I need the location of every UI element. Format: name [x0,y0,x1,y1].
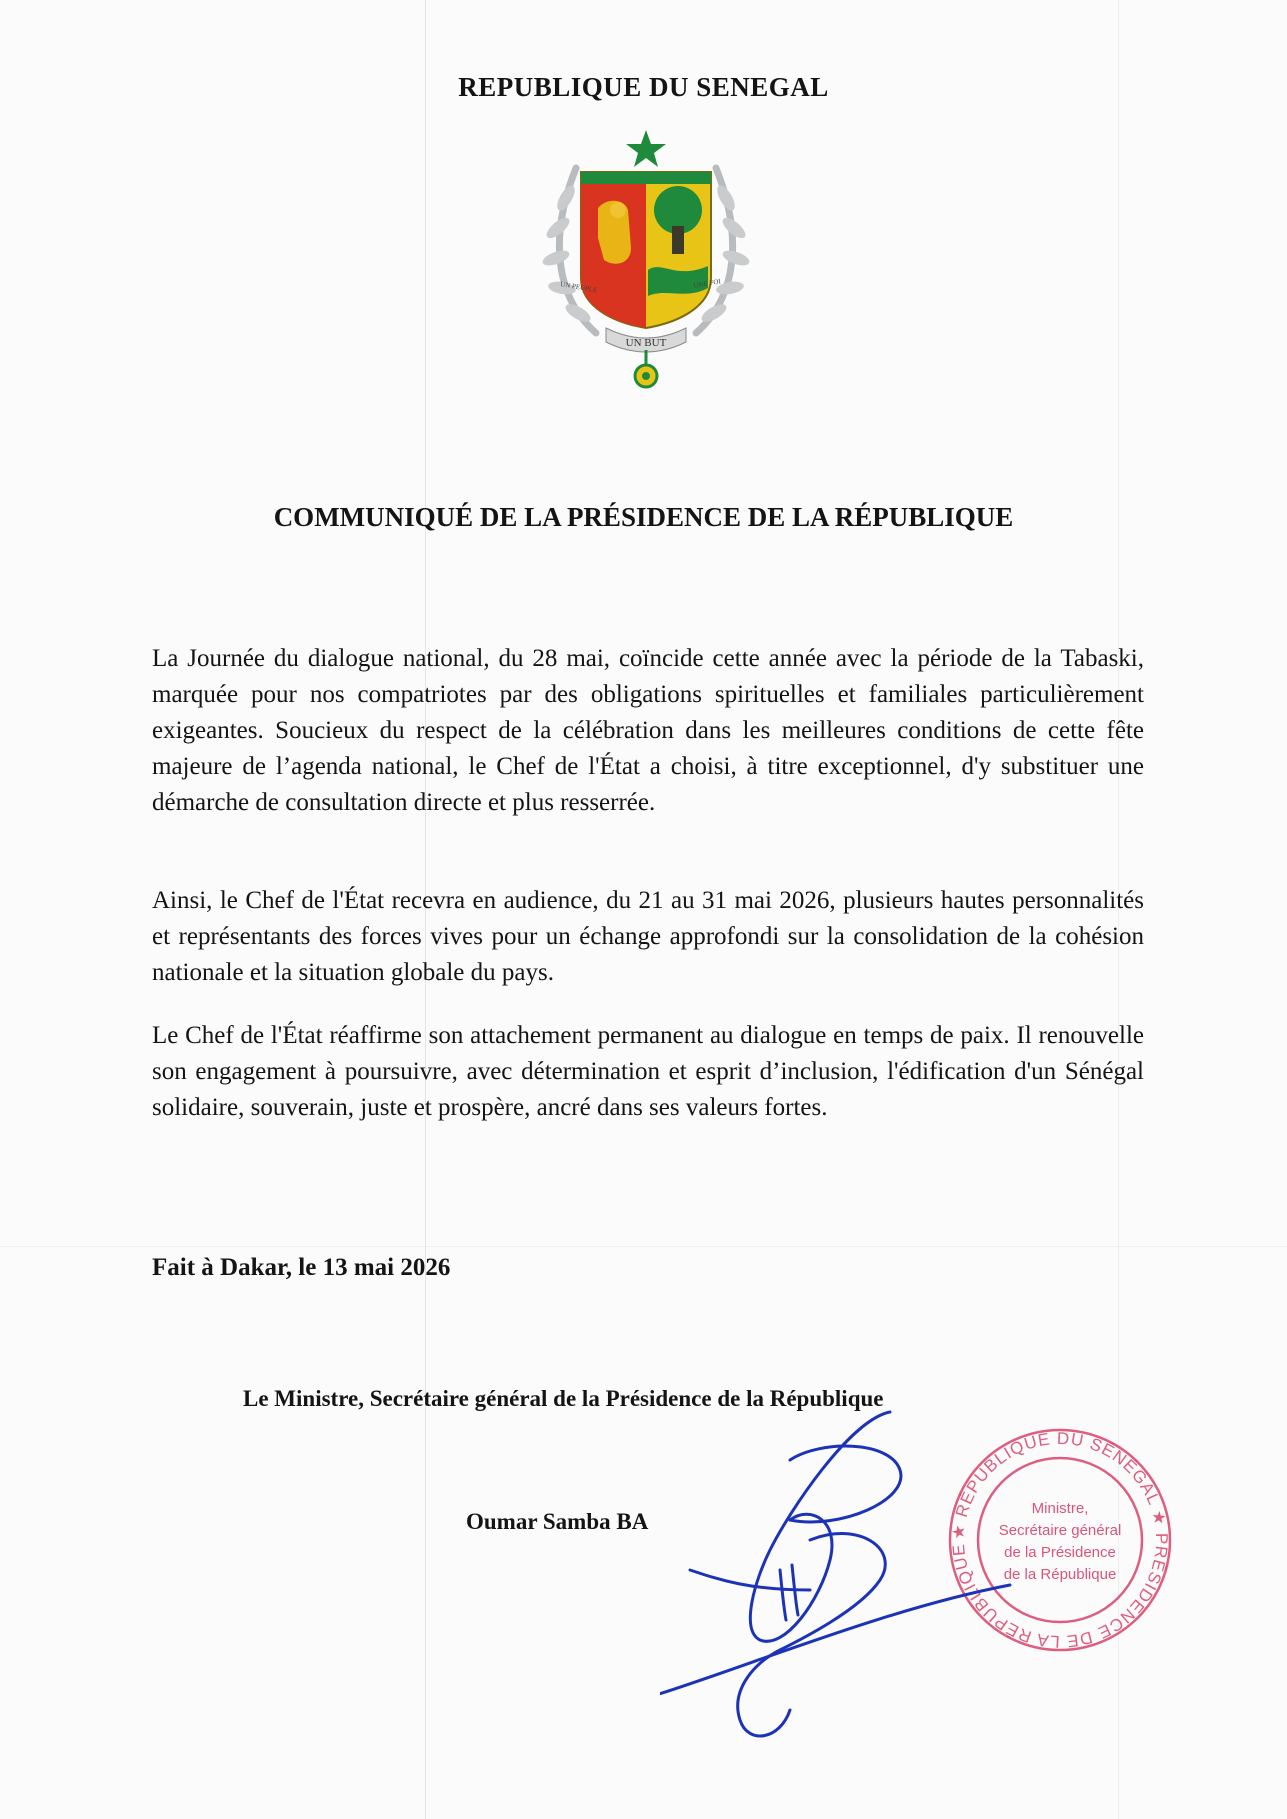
signer-name: Oumar Samba BA [466,1509,649,1534]
svg-text:Ministre,: Ministre, [1031,1500,1089,1517]
senegal-coat-of-arms-icon [536,128,756,393]
body-paragraph: Le Chef de l'État réaffirme son attachement permanent au dialogue en temps de paix. Il renouvelle son engagement à poursuivre, avec détermination et esprit d’inclusion, l'édification d'un Sénégal solidaire, souverain, juste et prospère, ancré dans ses valeurs fortes. [152,1022,1144,1121]
svg-text:UNE FOI: UNE FOI [692,277,722,290]
svg-text:de la Présidence: de la Présidence [1004,1544,1116,1561]
svg-text:de la République: de la République [1003,1566,1117,1583]
fold-line [0,1246,1287,1247]
body-paragraph: La Journée du dialogue national, du 28 mai, coïncide cette année avec la période de la Tabaski, marquée pour nos compatriotes par des obligations spirituelles et familiales particulièrement exigeantes. Soucieux du respect de la célébration dans les meilleures conditions de cette fête majeure de l’agenda national, le Chef de l'État a choisi, à titre exceptionnel, d'y substituer une démarche de consultation directe et plus resserrée. [152,645,1144,816]
handwritten-signature [660,1400,1060,1760]
document-title: COMMUNIQUÉ DE LA PRÉSIDENCE DE LA RÉPUBLIQUE [273,502,1014,532]
svg-text:UN BUT: UN BUT [625,337,667,349]
body-paragraph: Ainsi, le Chef de l'État recevra en audience, du 21 au 31 mai 2026, plusieurs hautes personnalités et représentants des forces vives pour un échange approfondi sur la consolidation de la cohésion nationale et la situation globale du pays. [152,887,1144,986]
country-header: REPUBLIQUE DU SENEGAL [458,72,829,102]
date-line: Fait à Dakar, le 13 mai 2026 [152,1254,451,1281]
svg-text:★ RÉPUBLIQUE DU SÉNÉGAL ★ PRÉS: ★ RÉPUBLIQUE DU SÉNÉGAL ★ PRÉSIDENCE DE LA RÉPUBLIQUE [948,1428,1172,1652]
svg-text:Secrétaire général: Secrétaire général [998,1522,1122,1539]
svg-text:UN PEUPLE: UN PEUPLE [559,280,599,295]
signer-title: Le Ministre, Secrétaire général de la Présidence de la République [243,1386,884,1411]
